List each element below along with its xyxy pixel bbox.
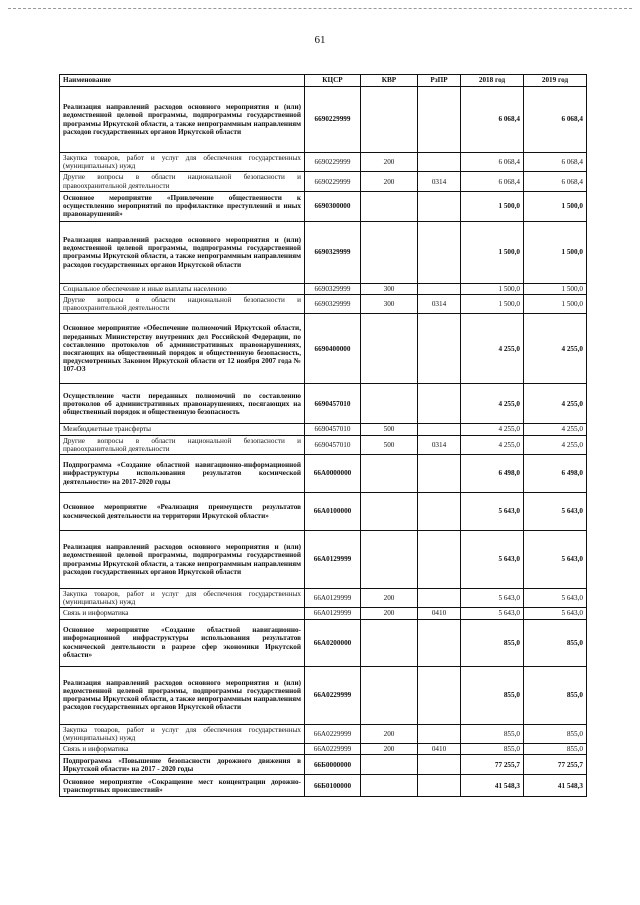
row-name-cell: Основное мероприятие «Создание областной навигационно-информационной инфраструктуры использования результатов космической деятельности в разрезе сфер экономики Иркутской области» bbox=[60, 619, 305, 666]
row-rzpr-cell bbox=[418, 755, 461, 775]
row-name-cell: Связь и информатика bbox=[60, 744, 305, 755]
table-row bbox=[60, 589, 587, 608]
row-name-cell: Закупка товаров, работ и услуг для обеспечения государственных (муниципальных) нужд bbox=[60, 589, 305, 608]
table-row bbox=[60, 724, 587, 743]
table-row bbox=[60, 221, 587, 283]
row-2018-cell: 6 068,4 bbox=[461, 153, 524, 172]
row-kcsr-cell: 66А0000000 bbox=[305, 455, 361, 493]
scan-top-border bbox=[8, 8, 632, 9]
row-kcsr-cell: 6690229999 bbox=[305, 153, 361, 172]
row-rzpr-cell bbox=[418, 221, 461, 283]
row-kvr-cell bbox=[361, 87, 418, 153]
row-kcsr-cell: 6690300000 bbox=[305, 191, 361, 221]
row-2018-cell: 6 068,4 bbox=[461, 87, 524, 153]
table-row bbox=[60, 619, 587, 666]
row-rzpr-cell bbox=[418, 493, 461, 531]
row-rzpr-cell bbox=[418, 153, 461, 172]
row-kvr-cell: 200 bbox=[361, 724, 418, 743]
row-kcsr-cell: 6690457010 bbox=[305, 424, 361, 435]
row-2019-cell: 855,0 bbox=[524, 666, 587, 724]
table-row bbox=[60, 775, 587, 797]
column-header-2019: 2019 год bbox=[524, 75, 587, 87]
row-2019-cell: 855,0 bbox=[524, 619, 587, 666]
row-name-cell: Реализация направлений расходов основного мероприятия и (или) ведомственной целевой программы, подпрограммы государственной программы Иркутской области, а также непрограммным направлениям расходов государственных органов Иркутской области bbox=[60, 87, 305, 153]
column-header-name: Наименование bbox=[60, 75, 305, 87]
column-header-rzpr: РзПР bbox=[418, 75, 461, 87]
row-2018-cell: 4 255,0 bbox=[461, 314, 524, 384]
row-2019-cell: 1 500,0 bbox=[524, 191, 587, 221]
row-2019-cell: 1 500,0 bbox=[524, 295, 587, 314]
row-name-cell: Закупка товаров, работ и услуг для обеспечения государственных (муниципальных) нужд bbox=[60, 153, 305, 172]
row-kvr-cell bbox=[361, 531, 418, 589]
row-2019-cell: 5 643,0 bbox=[524, 531, 587, 589]
table-row bbox=[60, 435, 587, 454]
column-header-2018: 2018 год bbox=[461, 75, 524, 87]
row-rzpr-cell bbox=[418, 191, 461, 221]
table-row bbox=[60, 283, 587, 294]
row-2018-cell: 5 643,0 bbox=[461, 608, 524, 619]
row-kvr-cell: 300 bbox=[361, 295, 418, 314]
row-2019-cell: 6 498,0 bbox=[524, 455, 587, 493]
row-kvr-cell: 500 bbox=[361, 435, 418, 454]
row-kvr-cell bbox=[361, 493, 418, 531]
row-name-cell: Закупка товаров, работ и услуг для обеспечения государственных (муниципальных) нужд bbox=[60, 724, 305, 743]
row-2018-cell: 1 500,0 bbox=[461, 221, 524, 283]
row-kcsr-cell: 66А0129999 bbox=[305, 589, 361, 608]
row-2018-cell: 1 500,0 bbox=[461, 295, 524, 314]
row-rzpr-cell bbox=[418, 619, 461, 666]
table-row bbox=[60, 295, 587, 314]
row-kcsr-cell: 6690329999 bbox=[305, 295, 361, 314]
row-rzpr-cell bbox=[418, 384, 461, 424]
table-row bbox=[60, 424, 587, 435]
row-2018-cell: 77 255,7 bbox=[461, 755, 524, 775]
row-name-cell: Межбюджетные трансферты bbox=[60, 424, 305, 435]
row-rzpr-cell bbox=[418, 589, 461, 608]
row-kcsr-cell: 6690457010 bbox=[305, 384, 361, 424]
row-rzpr-cell bbox=[418, 87, 461, 153]
row-rzpr-cell bbox=[418, 455, 461, 493]
row-2018-cell: 4 255,0 bbox=[461, 435, 524, 454]
row-name-cell: Основное мероприятие «Сокращение мест концентрации дорожно-транспортных происшествий» bbox=[60, 775, 305, 797]
row-kcsr-cell: 6690229999 bbox=[305, 172, 361, 191]
row-2018-cell: 5 643,0 bbox=[461, 493, 524, 531]
table-row bbox=[60, 153, 587, 172]
row-name-cell: Связь и информатика bbox=[60, 608, 305, 619]
row-kvr-cell: 200 bbox=[361, 744, 418, 755]
row-2019-cell: 4 255,0 bbox=[524, 435, 587, 454]
row-rzpr-cell bbox=[418, 283, 461, 294]
row-kcsr-cell: 66А0129999 bbox=[305, 608, 361, 619]
table-row bbox=[60, 172, 587, 191]
table-row bbox=[60, 666, 587, 724]
row-kvr-cell bbox=[361, 455, 418, 493]
row-2019-cell: 1 500,0 bbox=[524, 283, 587, 294]
row-name-cell: Реализация направлений расходов основного мероприятия и (или) ведомственной целевой программы, подпрограммы государственной программы Иркутской области, а также непрограммным направлениям расходов государственных органов Иркутской области bbox=[60, 666, 305, 724]
row-2019-cell: 41 548,3 bbox=[524, 775, 587, 797]
row-kvr-cell: 200 bbox=[361, 589, 418, 608]
row-name-cell: Другие вопросы в области национальной безопасности и правоохранительной деятельности bbox=[60, 172, 305, 191]
table-row bbox=[60, 493, 587, 531]
row-name-cell: Осуществление части переданных полномочий по составлению протоколов об административных правонарушениях, посягающих на общественный порядок и общественную безопасность bbox=[60, 384, 305, 424]
row-kcsr-cell: 66А0229999 bbox=[305, 724, 361, 743]
row-2018-cell: 4 255,0 bbox=[461, 424, 524, 435]
row-2018-cell: 855,0 bbox=[461, 744, 524, 755]
row-kvr-cell bbox=[361, 619, 418, 666]
row-2019-cell: 4 255,0 bbox=[524, 314, 587, 384]
row-name-cell: Другие вопросы в области национальной безопасности и правоохранительной деятельности bbox=[60, 435, 305, 454]
row-2018-cell: 855,0 bbox=[461, 724, 524, 743]
table-row bbox=[60, 455, 587, 493]
row-2019-cell: 5 643,0 bbox=[524, 589, 587, 608]
row-name-cell: Основное мероприятие «Обеспечение полномочий Иркутской области, переданных Министерству внутренних дел Российской Федерации, по составлению протоколов об административных правонарушениях, посягающих на общественный порядок и общественную безопасность, предусмотренных Законом Иркутской области от 12 ноября 2007 года № 107-ОЗ bbox=[60, 314, 305, 384]
row-2018-cell: 855,0 bbox=[461, 666, 524, 724]
row-kvr-cell bbox=[361, 221, 418, 283]
row-kcsr-cell: 6690329999 bbox=[305, 221, 361, 283]
row-2019-cell: 5 643,0 bbox=[524, 608, 587, 619]
row-2019-cell: 855,0 bbox=[524, 724, 587, 743]
row-kvr-cell: 200 bbox=[361, 153, 418, 172]
row-rzpr-cell bbox=[418, 531, 461, 589]
row-2018-cell: 41 548,3 bbox=[461, 775, 524, 797]
row-rzpr-cell: 0314 bbox=[418, 295, 461, 314]
row-kcsr-cell: 66А0229999 bbox=[305, 666, 361, 724]
table-header-row bbox=[60, 75, 587, 87]
row-2019-cell: 6 068,4 bbox=[524, 87, 587, 153]
table-row bbox=[60, 191, 587, 221]
row-name-cell: Подпрограмма «Создание областной навигационно-информационной инфраструктуры использования результатов космической деятельности» на 2017-2020 годы bbox=[60, 455, 305, 493]
row-2018-cell: 6 068,4 bbox=[461, 172, 524, 191]
table-row bbox=[60, 608, 587, 619]
row-kcsr-cell: 6690400000 bbox=[305, 314, 361, 384]
row-kvr-cell bbox=[361, 666, 418, 724]
row-kvr-cell bbox=[361, 191, 418, 221]
row-kvr-cell: 500 bbox=[361, 424, 418, 435]
row-name-cell: Реализация направлений расходов основного мероприятия и (или) ведомственной целевой программы, подпрограммы государственной программы Иркутской области, а также непрограммным направлениям расходов государственных органов Иркутской области bbox=[60, 531, 305, 589]
row-2019-cell: 6 068,4 bbox=[524, 172, 587, 191]
column-header-kcsr: КЦСР bbox=[305, 75, 361, 87]
table-row bbox=[60, 744, 587, 755]
row-kcsr-cell: 66А0200000 bbox=[305, 619, 361, 666]
row-rzpr-cell: 0410 bbox=[418, 744, 461, 755]
row-rzpr-cell: 0314 bbox=[418, 435, 461, 454]
row-2018-cell: 5 643,0 bbox=[461, 531, 524, 589]
row-kcsr-cell: 66Б0100000 bbox=[305, 775, 361, 797]
row-rzpr-cell: 0314 bbox=[418, 172, 461, 191]
row-2019-cell: 4 255,0 bbox=[524, 424, 587, 435]
row-2018-cell: 855,0 bbox=[461, 619, 524, 666]
column-header-kvr: КВР bbox=[361, 75, 418, 87]
row-kvr-cell: 200 bbox=[361, 172, 418, 191]
row-name-cell: Основное мероприятие «Привлечение общественности к осуществлению мероприятий по профилактике преступлений и иных правонарушений» bbox=[60, 191, 305, 221]
row-kcsr-cell: 6690457010 bbox=[305, 435, 361, 454]
row-2018-cell: 1 500,0 bbox=[461, 191, 524, 221]
table-row bbox=[60, 87, 587, 153]
row-kvr-cell bbox=[361, 775, 418, 797]
row-kcsr-cell: 66А0129999 bbox=[305, 531, 361, 589]
row-2019-cell: 5 643,0 bbox=[524, 493, 587, 531]
budget-table bbox=[59, 74, 587, 797]
row-name-cell: Реализация направлений расходов основного мероприятия и (или) ведомственной целевой программы, подпрограммы государственной программы Иркутской области, а также непрограммным направлениям расходов государственных органов Иркутской области bbox=[60, 221, 305, 283]
row-name-cell: Социальное обеспечение и иные выплаты населению bbox=[60, 283, 305, 294]
table-row bbox=[60, 314, 587, 384]
row-2019-cell: 1 500,0 bbox=[524, 221, 587, 283]
row-kvr-cell: 200 bbox=[361, 608, 418, 619]
row-kvr-cell bbox=[361, 314, 418, 384]
row-kcsr-cell: 66Б0000000 bbox=[305, 755, 361, 775]
row-2019-cell: 855,0 bbox=[524, 744, 587, 755]
row-2018-cell: 4 255,0 bbox=[461, 384, 524, 424]
row-2019-cell: 77 255,7 bbox=[524, 755, 587, 775]
row-kvr-cell: 300 bbox=[361, 283, 418, 294]
row-2018-cell: 5 643,0 bbox=[461, 589, 524, 608]
row-kcsr-cell: 6690329999 bbox=[305, 283, 361, 294]
row-rzpr-cell bbox=[418, 314, 461, 384]
row-2018-cell: 6 498,0 bbox=[461, 455, 524, 493]
row-rzpr-cell bbox=[418, 724, 461, 743]
row-2019-cell: 4 255,0 bbox=[524, 384, 587, 424]
table-row bbox=[60, 384, 587, 424]
row-kcsr-cell: 66А0100000 bbox=[305, 493, 361, 531]
row-rzpr-cell bbox=[418, 775, 461, 797]
row-kcsr-cell: 66А0229999 bbox=[305, 744, 361, 755]
row-kvr-cell bbox=[361, 384, 418, 424]
row-kvr-cell bbox=[361, 755, 418, 775]
table-row bbox=[60, 755, 587, 775]
row-name-cell: Другие вопросы в области национальной безопасности и правоохранительной деятельности bbox=[60, 295, 305, 314]
table-body bbox=[60, 87, 587, 797]
row-2018-cell: 1 500,0 bbox=[461, 283, 524, 294]
row-rzpr-cell: 0410 bbox=[418, 608, 461, 619]
row-rzpr-cell bbox=[418, 666, 461, 724]
page-number: 61 bbox=[314, 34, 326, 46]
table-row bbox=[60, 531, 587, 589]
row-kcsr-cell: 6690229999 bbox=[305, 87, 361, 153]
row-2019-cell: 6 068,4 bbox=[524, 153, 587, 172]
row-name-cell: Основное мероприятие «Реализация преимуществ результатов космической деятельности на территории Иркутской области» bbox=[60, 493, 305, 531]
row-name-cell: Подпрограмма «Повышение безопасности дорожного движения в Иркутской области» на 2017 - 2020 годы bbox=[60, 755, 305, 775]
row-rzpr-cell bbox=[418, 424, 461, 435]
